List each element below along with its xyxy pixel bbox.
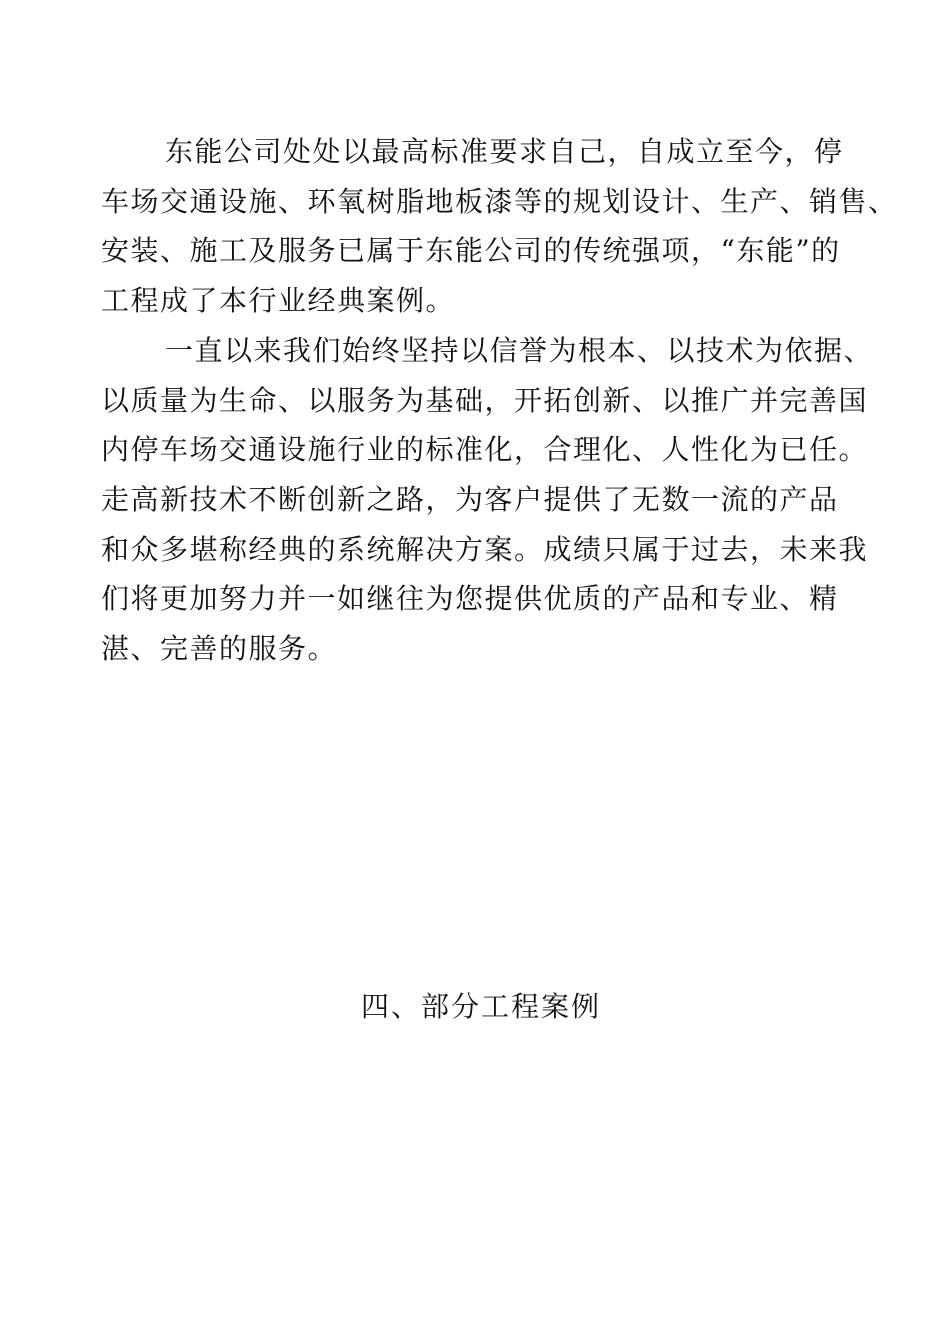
paragraph-line: 们将更加努力并一如继往为您提供优质的产品和专业、精 bbox=[101, 582, 839, 616]
section-heading: 四、部分工程案例 bbox=[360, 990, 601, 1023]
body-text bbox=[101, 127, 898, 674]
paragraph-company-standards bbox=[101, 127, 898, 326]
paragraph-line: 走高新技术不断创新之路，为客户提供了无数一流的产品 bbox=[101, 482, 839, 516]
paragraph-line: 安装、施工及服务已属于东能公司的传统强项，“东能”的 bbox=[101, 234, 841, 268]
paragraph-company-philosophy bbox=[101, 326, 881, 674]
paragraph-line: 东能公司处处以最高标准要求自己，自成立至今，停 bbox=[165, 135, 844, 168]
paragraph-line: 车场交通设施、环氧树脂地板漆等的规划设计、生产、销售、 bbox=[101, 184, 898, 218]
paragraph-line: 以质量为生命、以服务为基础，开拓创新、以推广并完善国 bbox=[101, 383, 869, 417]
paragraph-line: 和众多堪称经典的系统解决方案。成绩只属于过去，未来我 bbox=[101, 532, 869, 566]
paragraph-line: 工程成了本行业经典案例。 bbox=[101, 284, 456, 318]
paragraph-line: 内停车场交通设施行业的标准化，合理化、人性化为已任。 bbox=[101, 433, 869, 467]
paragraph-line: 一直以来我们始终坚持以信誉为根本、以技术为依据、 bbox=[165, 333, 874, 367]
paragraph-line: 湛、完善的服务。 bbox=[101, 632, 338, 666]
